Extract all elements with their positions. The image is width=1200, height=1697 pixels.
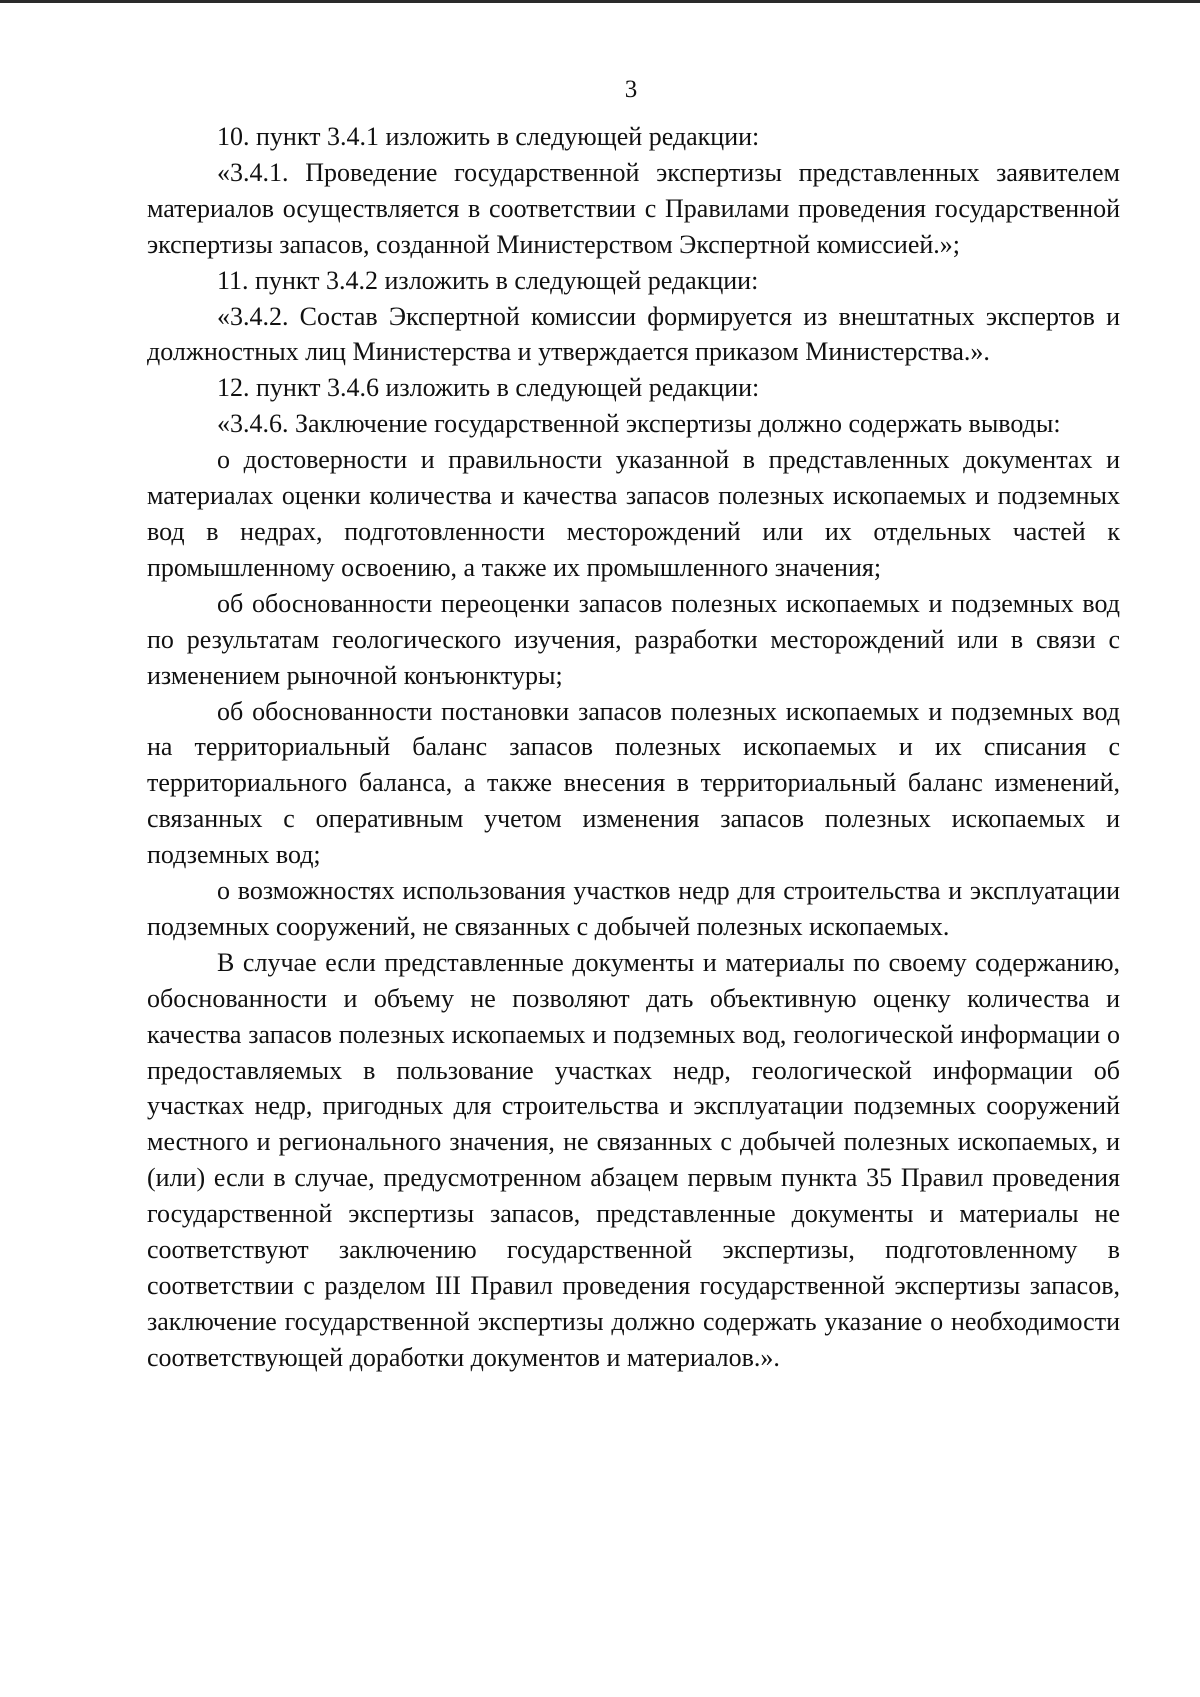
paragraph-item-12: 12. пункт 3.4.6 изложить в следующей редакции: — [217, 373, 760, 403]
paragraph-3-4-6: «3.4.6. Заключение государственной экспертизы должно содержать выводы: — [217, 409, 1061, 439]
paragraph-revision-requirement: В случае если представленные документы и материалы по своему содержанию, обоснованности и объему не позволяют дать объективную оценку количества и качества запасов полезных ископаемых и подземных вод, геологической информации о предоставляемых в пользование участках недр, геологической информации об участках недр, пригодных для строительства и эксплуатации подземных сооружений местного и регионального значения, не связанных с добычей полезных ископаемых, и (или) если в случае, предусмотренном абзацем первым пункта 35 Правил проведения государственной экспертизы запасов, представленные документы и материалы не соответствуют заключению государственной экспертизы, подготовленному в соответствии с разделом III Правил проведения государственной экспертизы запасов, заключение государственной экспертизы должно содержать указание о необходимости соответствующей доработки документов и материалов.». — [147, 947, 1120, 1372]
paragraph-item-11: 11. пункт 3.4.2 изложить в следующей редакции: — [217, 265, 759, 295]
paragraph-conclusion-revaluation: об обоснованности переоценки запасов полезных ископаемых и подземных вод по результатам геологического изучения, разработки месторождений или в связи с изменением рыночной конъюнктуры; — [147, 588, 1120, 690]
page-number: 3 — [624, 76, 638, 103]
paragraph-3-4-1: «3.4.1. Проведение государственной экспертизы представленных заявителем материалов осуществляется в соответствии с Правилами проведения государственной экспертизы запасов, созданной Министерством Экспертной комиссией.»; — [147, 157, 1120, 259]
paragraph-conclusion-reliability: о достоверности и правильности указанной в представленных документах и материалах оценки количества и качества запасов полезных ископаемых и подземных вод в недрах, подготовленности месторождений или их отдельных частей к промышленному освоению, а также их промышленного значения; — [147, 445, 1120, 582]
document-body — [147, 119, 1120, 1376]
paragraph-3-4-2: «3.4.2. Состав Экспертной комиссии формируется из внештатных экспертов и должностных лиц Министерства и утверждается приказом Министерства.». — [147, 301, 1120, 367]
paragraph-item-10: 10. пункт 3.4.1 изложить в следующей редакции: — [217, 122, 760, 151]
paragraph-conclusion-underground-use: о возможностях использования участков недр для строительства и эксплуатации подземных сооружений, не связанных с добычей полезных ископаемых. — [147, 876, 1120, 941]
scan-edge — [0, 0, 1200, 3]
paragraph-conclusion-balance: об обоснованности постановки запасов полезных ископаемых и подземных вод на территориальный баланс запасов полезных ископаемых и их списания с территориального баланса, а также внесения в территориальный баланс изменений, связанных с оперативным учетом изменения запасов полезных ископаемых и подземных вод; — [147, 696, 1120, 870]
